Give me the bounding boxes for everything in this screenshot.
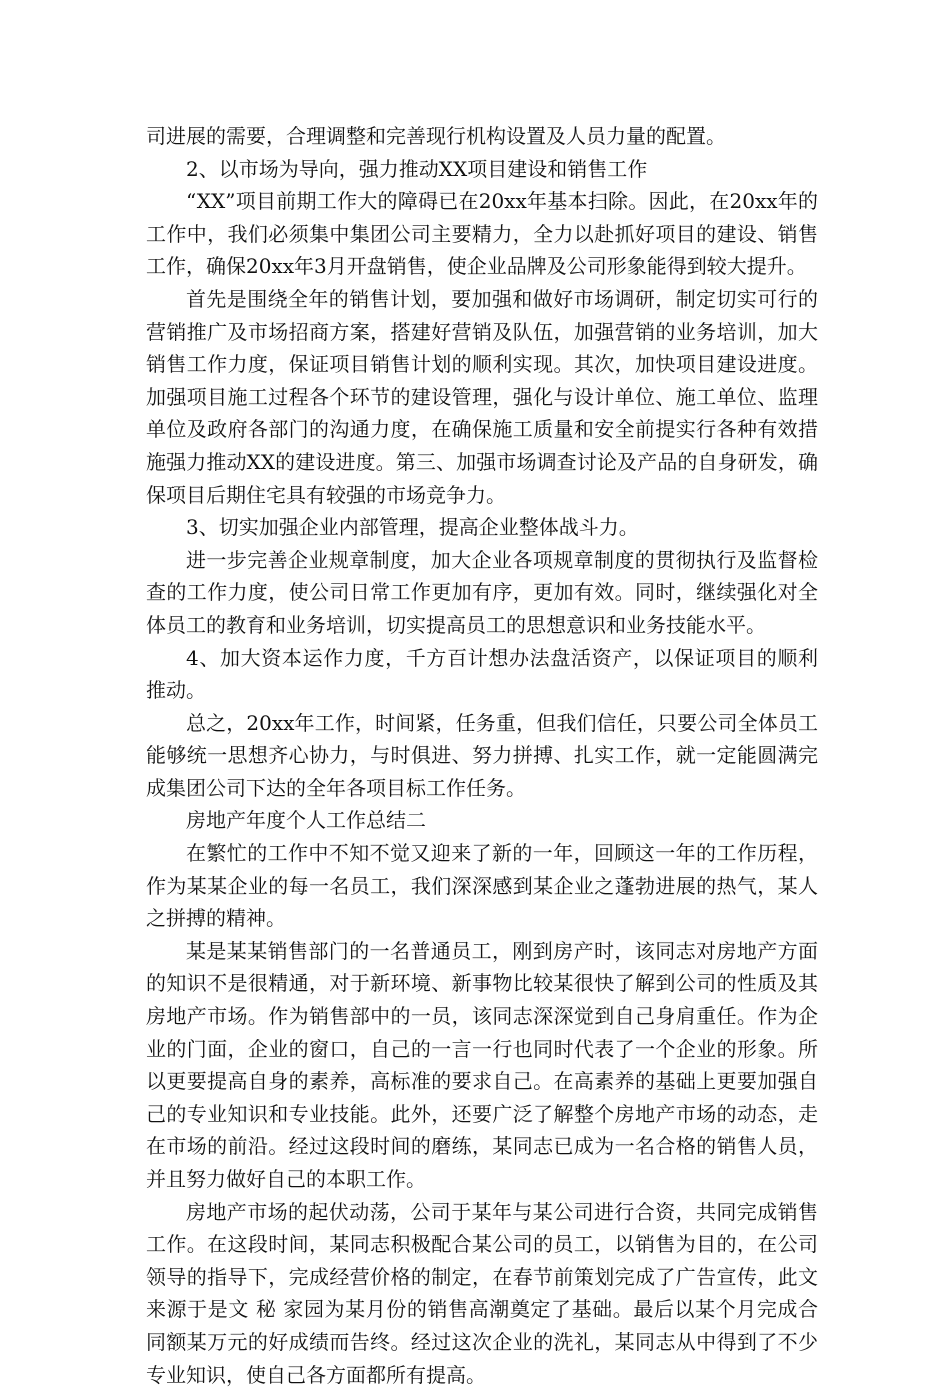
section-heading-3: 3、切实加强企业内部管理，提高企业整体战斗力。	[186, 515, 639, 540]
section-heading-2: 2、以市场为导向，强力推动XX项目建设和销售工作	[186, 156, 648, 181]
paragraph-conclusion: 总之，20xx年工作，时间紧，任务重，但我们信任，只要公司全体员工能够统一思想齐心协力，与时俱进、努力拼搏、扎实工作，就一定能圆满完成集团公司下达的全年各项目标工作任务。	[146, 710, 818, 800]
paragraph-market: 房地产市场的起伏动荡，公司于某年与某公司进行合资，共同完成销售工作。在这段时间，某同志积极配合某公司的员工，以销售为目的，在公司领导的指导下，完成经营价格的制定，在春节前策划完成了广告宣传，此文来源于是文 秘 家园为某月份的销售高潮奠定了基础。最后以某个月完成合同额某万元的好成绩而告终。经过这次企业的洗礼，某同志从中得到了不少专业知识，使自己各方面都所有提高。	[146, 1199, 818, 1387]
document-page	[146, 120, 818, 1391]
paragraph-employee: 某是某某销售部门的一名普通员工，刚到房产时，该同志对房地产方面的知识不是很精通，对于新环境、新事物比较某很快了解到公司的性质及其房地产市场。作为销售部中的一员，该同志深深觉到自己身肩重任。作为企业的门面，企业的窗口，自己的一言一行也同时代表了一个企业的形象。所以更要提高自身的素养，高标准的要求自己。在高素养的基础上更要加强自己的专业知识和专业技能。此外，还要广泛了解整个房地产市场的动态，走在市场的前沿。经过这段时间的磨练，某同志已成为一名合格的销售人员，并且努力做好自己的本职工作。	[146, 938, 818, 1191]
paragraph-new-year: 在繁忙的工作中不知不觉又迎来了新的一年，回顾这一年的工作历程，作为某某企业的每一名员工，我们深深感到某企业之蓬勃进展的热气，某人之拼搏的精神。	[146, 841, 818, 931]
section-heading-4: 4、加大资本运作力度，千方百计想办法盘活资产，以保证项目的顺利推动。	[146, 645, 818, 703]
paragraph-continuation: 司进展的需要，合理调整和完善现行机构设置及人员力量的配置。	[146, 124, 726, 148]
document-subtitle: 房地产年度个人工作总结二	[186, 808, 426, 833]
paragraph-management: 进一步完善企业规章制度，加大企业各项规章制度的贯彻执行及监督检查的工作力度，使公司日常工作更加有序，更加有效。同时，继续强化对全体员工的教育和业务培训，切实提高员工的思想意识和业务技能水平。	[146, 547, 818, 637]
paragraph-sales-plan: 首先是围绕全年的销售计划，要加强和做好市场调研，制定切实可行的营销推广及市场招商方案，搭建好营销及队伍，加强营销的业务培训，加大销售工作力度，保证项目销售计划的顺利实现。其次，加快项目建设进度。加强项目施工过程各个环节的建设管理，强化与设计单位、施工单位、监理单位及政府各部门的沟通力度，在确保施工质量和安全前提实行各种有效措施强力推动XX的建设进度。第三、加强市场调查讨论及产品的自身研发，确保项目后期住宅具有较强的市场竞争力。	[146, 286, 818, 507]
paragraph-project-intro: “XX”项目前期工作大的障碍已在20xx年基本扫除。因此，在20xx年的工作中，我们必须集中集团公司主要精力，全力以赴抓好项目的建设、销售工作，确保20xx年3月开盘销售，使企业品牌及公司形象能得到较大提升。	[146, 189, 818, 279]
